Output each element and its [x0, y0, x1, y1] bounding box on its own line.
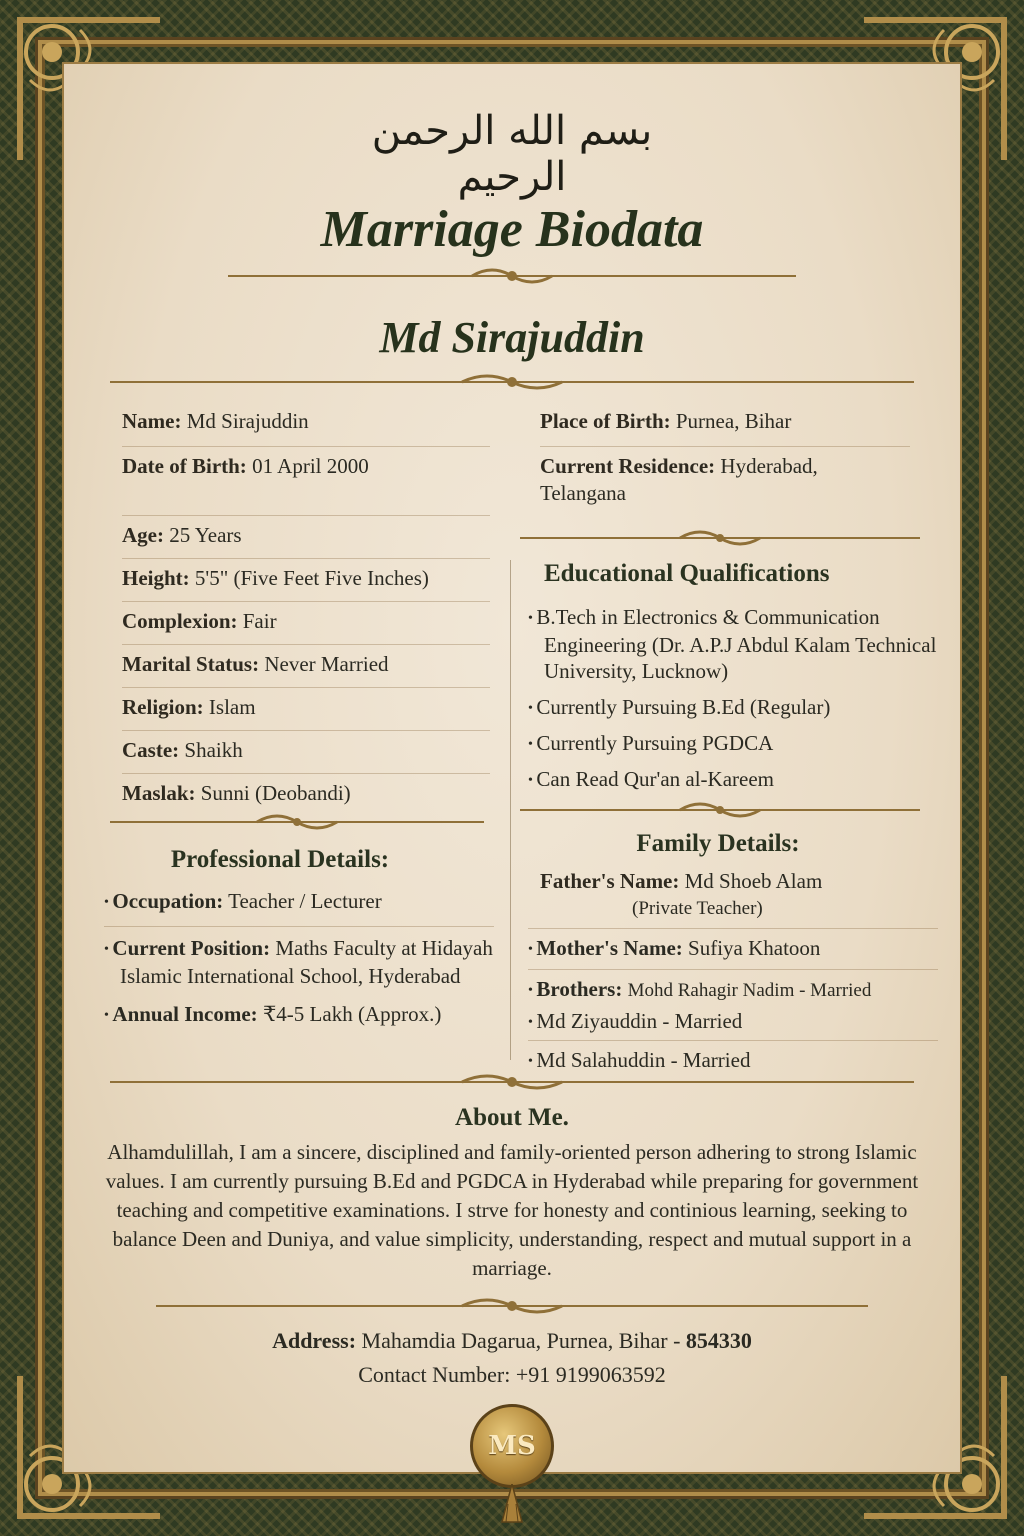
field-value: Hyderabad,: [720, 454, 818, 478]
professional-details: [104, 888, 494, 1029]
column-divider: [510, 560, 511, 1060]
monogram-seal-icon: MS: [470, 1404, 554, 1488]
field-value: Sunni (Deobandi): [200, 781, 351, 805]
family-heading: Family Details:: [636, 830, 800, 857]
bismillah-calligraphy: بسم الله الرحمن الرحيم: [371, 108, 653, 200]
field-label: Age:: [122, 523, 164, 547]
family-details: [528, 868, 938, 1075]
field-value: 5'5" (Five Feet Five Inches): [194, 566, 429, 590]
document-title: Marriage Biodata: [320, 201, 704, 258]
field-complexion: [122, 602, 490, 645]
field-age: [122, 516, 490, 559]
field-caste: [122, 731, 490, 774]
field-label: Current Residence:: [540, 454, 716, 478]
field-value: Shaikh: [184, 738, 243, 762]
field-place-of-birth: [540, 408, 910, 447]
education-item: • B.Tech in Electronics & Communication Engineering (Dr. A.P.J Abdul Kalam Technical University, Lucknow): [528, 604, 938, 684]
field-label: Mother's Name:: [536, 936, 683, 960]
field-label: Name:: [122, 409, 182, 433]
brother-item: • Md Salahuddin - Married: [528, 1047, 938, 1075]
candidate-name-heading: Md Sirajuddin: [379, 313, 645, 362]
flourish-divider-icon: [520, 528, 920, 548]
field-value: Fair: [242, 609, 277, 633]
education-item: • Can Read Qur'an al-Kareem: [528, 766, 938, 794]
field-label: Caste:: [122, 738, 180, 762]
education-heading: Educational Qualifications: [544, 560, 830, 587]
field-label: Address:: [272, 1328, 357, 1353]
flourish-divider-icon: [520, 800, 920, 820]
field-value: Maths Faculty at Hidayah Islamic International School, Hyderabad: [120, 936, 493, 988]
field-value: Mohd Rahagir Nadim - Married: [627, 980, 872, 1001]
field-value: Purnea, Bihar: [675, 409, 792, 433]
field-value: Sufiya Khatoon: [688, 936, 821, 960]
pin-code: 854330: [685, 1328, 752, 1353]
field-value: +91 9199063592: [515, 1362, 666, 1387]
education-list: [528, 604, 938, 794]
occupation-item: [104, 888, 494, 927]
field-label: Current Position:: [112, 936, 271, 960]
flourish-divider-icon: [110, 812, 484, 832]
field-label: Father's Name:: [540, 869, 680, 893]
birth-residence: [540, 408, 910, 507]
field-label: Marital Status:: [122, 652, 260, 676]
brothers-item: [528, 976, 938, 1004]
field-value: Never Married: [264, 652, 389, 676]
field-label: Occupation:: [112, 889, 224, 913]
brother-item: • Md Ziyauddin - Married: [528, 1008, 938, 1041]
field-label: Place of Birth:: [540, 409, 671, 433]
father-name: [528, 868, 938, 895]
field-label: Maslak:: [122, 781, 196, 805]
field-value: Md Sirajuddin: [186, 409, 309, 433]
field-value: Telangana: [540, 481, 626, 505]
field-value: Islam: [208, 695, 256, 719]
field-value: Md Shoeb Alam: [684, 869, 823, 893]
flourish-divider-icon: [110, 1072, 914, 1092]
current-position-item: [104, 935, 494, 989]
education-item: • Currently Pursuing B.Ed (Regular): [528, 694, 938, 722]
field-label: Date of Birth:: [122, 454, 247, 478]
professional-heading: Professional Details:: [170, 846, 390, 873]
field-maslak: [122, 774, 490, 816]
flourish-divider-icon: [110, 372, 914, 392]
field-religion: [122, 688, 490, 731]
field-label: Annual Income:: [112, 1002, 258, 1026]
annual-income-item: [104, 1001, 494, 1029]
field-value: Mahamdia Dagarua, Purnea, Bihar -: [361, 1328, 681, 1353]
flourish-divider-icon: [228, 266, 796, 286]
field-value: 01 April 2000: [252, 454, 369, 478]
field-value: Teacher / Lecturer: [228, 889, 382, 913]
address-line: [0, 1328, 1024, 1354]
flourish-divider-icon: [156, 1296, 868, 1316]
field-label: Complexion:: [122, 609, 238, 633]
field-label: Brothers:: [536, 977, 623, 1001]
field-marital-status: [122, 645, 490, 688]
contact-line: [0, 1362, 1024, 1388]
father-note: (Private Teacher): [528, 895, 938, 929]
field-value: ₹4-5 Lakh (Approx.): [262, 1002, 442, 1026]
field-current-residence: [540, 447, 910, 507]
field-label: Height:: [122, 566, 190, 590]
field-value: 25 Years: [169, 523, 242, 547]
field-dob: [122, 447, 490, 516]
about-text: Alhamdulillah, I am a sincere, disciplined and family-oriented person adhering to strong Islamic values. I am currently pursuing B.Ed and PGDCA in Hyderabad while preparing for government teaching and competitive examinations. I strve for honesty and continious learning, seeking to balance Deen and Duniya, and value simplicity, understanding, respect and mutual support in a marriage.: [105, 1140, 919, 1280]
field-label: Contact Number:: [358, 1362, 511, 1387]
field-label: Religion:: [122, 695, 204, 719]
mother-name: [528, 935, 938, 970]
personal-details: [122, 408, 490, 816]
field-name: [122, 408, 490, 447]
tassel-icon: [498, 1484, 526, 1524]
education-item: • Currently Pursuing PGDCA: [528, 730, 938, 758]
field-height: [122, 559, 490, 602]
about-heading: About Me.: [455, 1104, 569, 1131]
